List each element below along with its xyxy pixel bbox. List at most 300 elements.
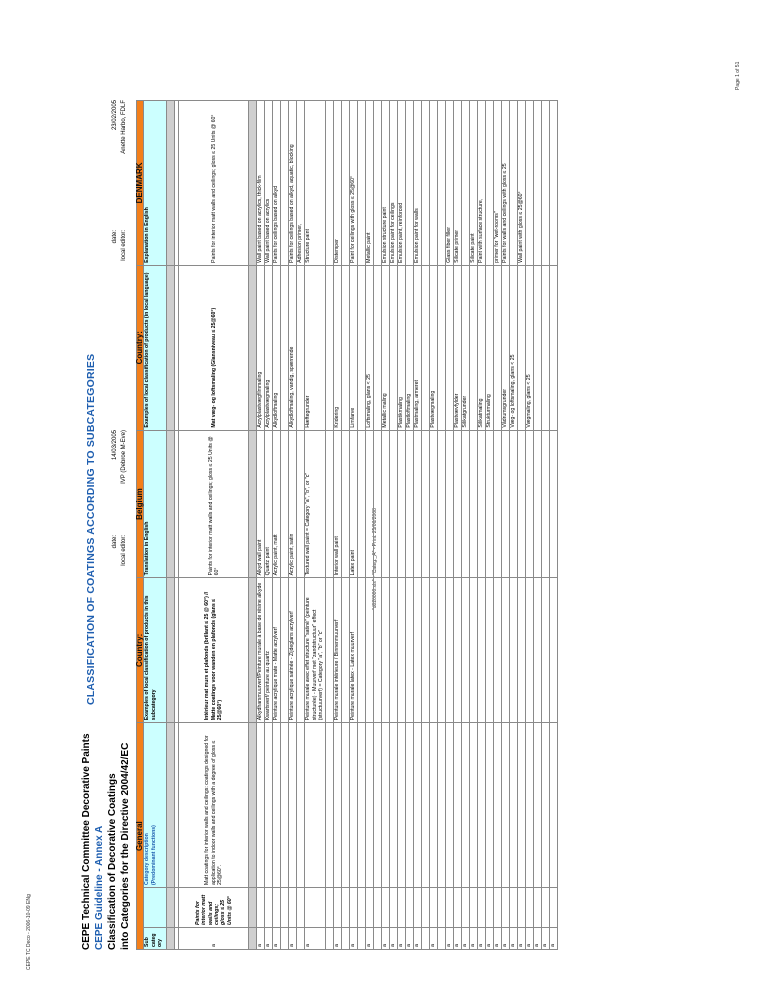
cell-code	[373, 928, 381, 950]
cell-empty	[381, 888, 389, 928]
cell-be-local	[413, 578, 421, 723]
table-row	[453, 101, 461, 950]
cell-code: a	[541, 928, 549, 950]
cell-code: a	[257, 928, 265, 950]
section-header-row	[137, 101, 144, 950]
cell-code	[281, 928, 289, 950]
cell-be-local	[541, 578, 549, 723]
cell-be-local: Kwartsverf/ peinture au quartz	[265, 578, 273, 723]
cell-dk-english: Glass fiber filler	[445, 101, 453, 266]
table-row	[437, 101, 445, 950]
cell-be-english	[297, 430, 305, 578]
cell-be-local: Peinture acrylique mate - Matte acrylverf	[273, 578, 281, 723]
header-line-4: into Categories for the Directive 2004/42/EC	[120, 742, 131, 950]
cell-code: a	[265, 928, 273, 950]
cell-dk-english: Emulsion paint for ceilings	[389, 101, 397, 266]
table-row	[281, 101, 289, 950]
dk-country-name: DENMARK	[137, 101, 144, 266]
cell-be-local	[469, 578, 477, 723]
cell-be-local	[397, 578, 405, 723]
cell-empty	[445, 723, 453, 888]
cell-code: a	[305, 928, 325, 950]
cell-be-local	[509, 578, 517, 723]
be-editor: IVP (Debroe M-Eve)	[121, 430, 127, 484]
category-name: Paints for interior matt walls and ceilings; gloss ≤ 25 Units @ 60°	[179, 888, 249, 928]
cell-empty	[289, 888, 297, 928]
cell-dk-english: Emulsion paint, reinforced	[397, 101, 405, 266]
cell-be-english	[281, 430, 289, 578]
table-row	[297, 101, 305, 950]
cell-empty	[305, 888, 325, 928]
cell-empty	[541, 888, 549, 928]
table-row	[373, 101, 381, 950]
cell-be-local	[373, 578, 381, 723]
cell-empty	[257, 723, 265, 888]
cell-empty	[461, 723, 469, 888]
cell-dk-local	[533, 265, 541, 430]
category-description-header	[144, 723, 167, 888]
cell-code	[297, 928, 305, 950]
table-row	[381, 101, 389, 950]
be-country-name: Belgium	[137, 430, 144, 578]
cell-dk-local: Vådrumsgrunder	[501, 265, 509, 430]
cell-empty	[357, 888, 365, 928]
dk-category-english: Paints for interior matt walls and ceilings; gloss ≤ 25 Units @ 60°	[179, 101, 249, 266]
cell-empty	[437, 888, 445, 928]
cell-dk-local: Plastmaling, armeret	[413, 265, 421, 430]
cell-dk-local: Kridering	[333, 265, 341, 430]
cell-be-local	[405, 578, 413, 723]
cell-code	[325, 928, 333, 950]
cell-code: a	[509, 928, 517, 950]
table-row	[549, 101, 557, 950]
table-row	[273, 101, 281, 950]
cell-empty	[365, 888, 373, 928]
cell-dk-local	[493, 265, 501, 430]
cell-code: a	[413, 928, 421, 950]
cell-empty	[493, 723, 501, 888]
table-row	[357, 101, 365, 950]
cell-code: a	[477, 928, 485, 950]
cell-empty	[413, 888, 421, 928]
cell-be-english	[517, 430, 525, 578]
cell-be-english	[525, 430, 533, 578]
cell-empty	[273, 888, 281, 928]
cell-dk-local	[549, 265, 557, 430]
cell-empty	[305, 723, 325, 888]
cell-dk-local: Vægmaling, glans < 25	[525, 265, 533, 430]
cell-be-local	[493, 578, 501, 723]
cell-dk-english	[341, 101, 349, 266]
cell-empty	[257, 888, 265, 928]
cell-code: a	[381, 928, 389, 950]
cell-code: a	[445, 928, 453, 950]
cell-dk-english	[421, 101, 429, 266]
cell-dk-local	[437, 265, 445, 430]
cell-dk-english	[373, 101, 381, 266]
cell-empty	[501, 888, 509, 928]
cell-be-local	[461, 578, 469, 723]
cell-dk-local: Alkydloftmaling	[273, 265, 281, 430]
be-translation-header: Translation in English	[144, 430, 167, 578]
cell-dk-english: Metallic paint	[365, 101, 373, 266]
cell-be-english	[341, 430, 349, 578]
cell-empty	[429, 888, 437, 928]
table-row	[445, 101, 453, 950]
cell-be-local	[445, 578, 453, 723]
cell-empty	[281, 723, 289, 888]
header-line-2: CEPE Guideline - Annex A	[94, 825, 105, 950]
cell-dk-local	[373, 265, 381, 430]
table-row	[325, 101, 333, 950]
cell-be-english	[509, 430, 517, 578]
cell-empty	[381, 723, 389, 888]
cell-be-local	[421, 578, 429, 723]
cell-empty	[549, 888, 557, 928]
dk-explanation-header: Explanation in English	[144, 101, 167, 266]
cell-dk-local	[541, 265, 549, 430]
cell-dk-english	[541, 101, 549, 266]
predominant-functions-label: (Predominant functions)	[150, 825, 157, 886]
be-category-english: Paints for interior matt walls and ceilings; gloss ≤ 25 Units @ 60°	[179, 430, 249, 578]
cell-be-english	[485, 430, 493, 578]
table-row	[461, 101, 469, 950]
cell-empty	[517, 888, 525, 928]
cell-dk-local	[389, 265, 397, 430]
column-header-row	[144, 101, 167, 950]
cell-code: a	[517, 928, 525, 950]
category-row	[179, 101, 249, 950]
cell-code: a	[289, 928, 297, 950]
table-row	[421, 101, 429, 950]
cell-be-english	[373, 430, 381, 578]
cell-be-english	[405, 430, 413, 578]
cell-be-local	[381, 578, 389, 723]
cell-code: a	[429, 928, 437, 950]
cell-dk-local: Plastvægmaling	[429, 265, 437, 430]
cell-code: a	[273, 928, 281, 950]
be-examples-header: Examples of local classification of products in this subcategory	[144, 578, 167, 723]
cell-empty	[541, 723, 549, 888]
cell-empty	[333, 888, 341, 928]
cell-empty	[265, 723, 273, 888]
cell-be-local	[341, 578, 349, 723]
cell-dk-english	[461, 101, 469, 266]
cell-dk-english: Paint for ceilings with gloss ≤ 25@60°	[349, 101, 357, 266]
cell-empty	[461, 888, 469, 928]
cell-dk-local	[357, 265, 365, 430]
dk-date: 23/02/2005	[112, 100, 118, 131]
cell-dk-local: Loftsmaling, glans < 25	[365, 265, 373, 430]
cell-dk-english: Wall paint based on acrylics	[265, 101, 273, 266]
cell-be-local	[325, 578, 333, 723]
table-row	[341, 101, 349, 950]
cell-empty	[289, 723, 297, 888]
category-description: Matt coatings for interior walls and ceilings: coatings designed for application to indoor walls and ceilings with a degree of gloss ≤ 25@60°.	[179, 723, 249, 888]
cell-empty	[421, 723, 429, 888]
cell-code: a	[365, 928, 373, 950]
spreadsheet-page	[80, 100, 728, 950]
dk-examples-header: Examples of local classification of products (in local language)	[144, 265, 167, 430]
cell-empty	[265, 888, 273, 928]
cell-be-local	[357, 578, 365, 723]
cell-dk-english	[357, 101, 365, 266]
page-title: CLASSIFICATION OF COATINGS ACCORDING TO SUBCATEGORIES	[85, 353, 97, 705]
cell-empty	[525, 723, 533, 888]
cell-dk-local	[341, 265, 349, 430]
cell-dk-english	[429, 101, 437, 266]
general-header: General	[137, 723, 144, 950]
cell-empty	[453, 888, 461, 928]
cell-dk-english	[281, 101, 289, 266]
cell-be-local: Peinture murale intérieure / Binnenmuurverf	[333, 578, 341, 723]
cell-code: a	[469, 928, 477, 950]
cell-be-english	[541, 430, 549, 578]
cell-dk-english	[405, 101, 413, 266]
footer-center: "d020000.xls" - "Categ._A" - Print: 25/06/2008	[372, 508, 378, 610]
cell-empty	[365, 723, 373, 888]
cell-be-local	[517, 578, 525, 723]
cell-be-english	[365, 430, 373, 578]
cell-be-english	[501, 430, 509, 578]
cell-dk-local	[421, 265, 429, 430]
cell-be-english	[381, 430, 389, 578]
cell-dk-local	[517, 265, 525, 430]
cell-be-local	[297, 578, 305, 723]
cell-dk-local	[445, 265, 453, 430]
cell-empty	[469, 723, 477, 888]
table-row	[389, 101, 397, 950]
cell-code: a	[405, 928, 413, 950]
cell-be-english: Acrylic paint, matt	[273, 430, 281, 578]
cell-dk-english: Structure paint	[305, 101, 325, 266]
header-line-3: Classification of Decorative Coatings	[107, 773, 118, 950]
cell-dk-local: Metallic maling	[381, 265, 389, 430]
cell-empty	[349, 723, 357, 888]
cell-dk-local: Acrylplastvægmaling	[265, 265, 273, 430]
cell-dk-english	[437, 101, 445, 266]
cell-be-english	[461, 430, 469, 578]
cell-dk-english: Adhesion primer,	[297, 101, 305, 266]
cell-dk-english: Paints for walls and ceilings with gloss ≤ 25	[501, 101, 509, 266]
cell-code: a	[525, 928, 533, 950]
table-row	[485, 101, 493, 950]
cell-empty	[341, 888, 349, 928]
cell-code	[437, 928, 445, 950]
cell-empty	[273, 723, 281, 888]
cell-dk-english	[525, 101, 533, 266]
cell-dk-local: Hæftegrunder	[305, 265, 325, 430]
cell-empty	[389, 888, 397, 928]
cell-empty	[397, 723, 405, 888]
cell-empty	[477, 888, 485, 928]
cell-empty	[477, 723, 485, 888]
cell-empty	[421, 888, 429, 928]
cell-be-local	[365, 578, 373, 723]
cell-empty	[509, 888, 517, 928]
cell-empty	[437, 723, 445, 888]
cell-dk-local	[297, 265, 305, 430]
category-code: a	[179, 928, 249, 950]
cell-dk-english: Paints for ceilings based on alkyd, aquatic, blocking	[289, 101, 297, 266]
be-date: 14/03/2005	[112, 430, 118, 461]
cell-code: a	[485, 928, 493, 950]
table-row	[265, 101, 273, 950]
table-row	[405, 101, 413, 950]
table-row	[289, 101, 297, 950]
cell-empty	[501, 723, 509, 888]
cell-be-local	[281, 578, 289, 723]
cell-be-local	[453, 578, 461, 723]
cell-be-english	[397, 430, 405, 578]
cell-dk-local: Acrylplastvægfilmmaling	[257, 265, 265, 430]
cell-empty	[525, 888, 533, 928]
cell-empty	[325, 888, 333, 928]
cell-be-english: Acrylic paint, satin	[289, 430, 297, 578]
cell-code: a	[349, 928, 357, 950]
cell-empty	[297, 723, 305, 888]
cell-code: a	[533, 928, 541, 950]
sub-category-header: Sub categ ory	[144, 928, 167, 950]
cell-be-english	[413, 430, 421, 578]
cell-empty	[405, 888, 413, 928]
cell-dk-local: Plastikmaling	[397, 265, 405, 430]
cell-empty	[533, 888, 541, 928]
cell-be-local	[429, 578, 437, 723]
cell-empty	[341, 723, 349, 888]
dk-category-local: Mat væg- og loftsmaling (Glansniveau ≤ 25@60°)	[179, 265, 249, 430]
table-row	[525, 101, 533, 950]
cell-be-english	[453, 430, 461, 578]
cell-code: a	[453, 928, 461, 950]
be-country-header: Country:	[137, 578, 144, 723]
table-row	[365, 101, 373, 950]
cell-dk-english: Emulsion structure paint	[381, 101, 389, 266]
cell-be-english	[445, 430, 453, 578]
cell-empty	[533, 723, 541, 888]
table-row	[509, 101, 517, 950]
cell-empty	[297, 888, 305, 928]
cell-be-local: Peinture acrylique satinée - Zijdeglans acrylverf	[289, 578, 297, 723]
table-row	[517, 101, 525, 950]
cell-empty	[429, 723, 437, 888]
cell-dk-local: Væg- og loftsmaling, glans < 25	[509, 265, 517, 430]
table-row	[397, 101, 405, 950]
cell-code: a	[397, 928, 405, 950]
cell-code: a	[549, 928, 557, 950]
cell-be-english	[429, 430, 437, 578]
cell-dk-english: Wall paint based on acrylics, thick-film	[257, 101, 265, 266]
cell-empty	[281, 888, 289, 928]
cell-dk-local: Limfarve	[349, 265, 357, 430]
table-row	[429, 101, 437, 950]
cell-be-english	[421, 430, 429, 578]
cell-dk-english	[509, 101, 517, 266]
cell-be-english: Quartz paint	[265, 430, 273, 578]
table-row	[333, 101, 341, 950]
cell-dk-english: Silicate paint	[469, 101, 477, 266]
cell-be-local: Peinture murale avec effet structure "satiné" (peinture structurée) - Muurverf met "zandstructuur" effect (structuurverf) = Category "a", "b" or "c"	[305, 578, 325, 723]
cell-be-local	[501, 578, 509, 723]
cell-empty	[453, 723, 461, 888]
table-row	[305, 101, 325, 950]
cell-dk-english	[533, 101, 541, 266]
cell-be-local: Alkydharsmuurverf/Peinture murale à base de résine alkyde	[257, 578, 265, 723]
cell-dk-english: Emulsion paint for walls	[413, 101, 421, 266]
table-row	[413, 101, 421, 950]
cell-code: a	[461, 928, 469, 950]
cell-be-english	[469, 430, 477, 578]
table-row	[477, 101, 485, 950]
cell-empty	[389, 723, 397, 888]
table-row	[469, 101, 477, 950]
cell-dk-english	[549, 101, 557, 266]
cell-dk-local: Plastloftmaling	[405, 265, 413, 430]
cell-be-local	[437, 578, 445, 723]
dk-country-header: Country:	[137, 265, 144, 430]
cell-dk-local	[325, 265, 333, 430]
dk-date-label: date:	[112, 230, 118, 244]
category-description-label: Category description	[144, 833, 151, 886]
cell-be-local	[533, 578, 541, 723]
cell-dk-english: Paints for ceilings based on alkyd	[273, 101, 281, 266]
cell-be-english	[357, 430, 365, 578]
cell-dk-english	[325, 101, 333, 266]
be-category-local: Intérieur mat murs et plafonds (brillant ≤ 25 @ 60°) // Matte coatings voor wanden en plafonds (glans ≤ 25@60°)	[179, 578, 249, 723]
cell-be-english	[533, 430, 541, 578]
cell-code	[421, 928, 429, 950]
cell-empty	[509, 723, 517, 888]
cell-code: a	[389, 928, 397, 950]
cell-empty	[517, 723, 525, 888]
cell-dk-english: Distemper	[333, 101, 341, 266]
be-date-label: date:	[112, 535, 118, 549]
cell-code: a	[333, 928, 341, 950]
cell-be-english	[477, 430, 485, 578]
cell-be-local	[525, 578, 533, 723]
cell-empty	[373, 723, 381, 888]
cell-dk-english	[485, 101, 493, 266]
cell-empty	[349, 888, 357, 928]
cell-dk-local: Strukturmaling	[485, 265, 493, 430]
cell-be-english	[549, 430, 557, 578]
cell-dk-english: Silicate primer	[453, 101, 461, 266]
cell-empty	[333, 723, 341, 888]
cell-empty	[469, 888, 477, 928]
cell-dk-english: primer for "wet-rooms"	[493, 101, 501, 266]
table-row	[533, 101, 541, 950]
cell-dk-local	[469, 265, 477, 430]
cell-empty	[413, 723, 421, 888]
dk-editor: Anette Harbo, FDLF	[121, 100, 127, 154]
cell-empty	[445, 888, 453, 928]
footer-left: CEPE TC Deco - 2006-10-09 ENg	[26, 894, 32, 970]
cell-empty	[405, 723, 413, 888]
cell-be-english	[493, 430, 501, 578]
cell-dk-local: Silikatmaling	[477, 265, 485, 430]
cell-dk-english: Wall paint with gloss ≤ 25@60°	[517, 101, 525, 266]
spacer-row	[167, 101, 175, 950]
cell-empty	[485, 723, 493, 888]
table-row	[501, 101, 509, 950]
cell-be-english: Latex paint	[349, 430, 357, 578]
classification-table	[136, 100, 558, 950]
table-row	[541, 101, 549, 950]
cell-code	[357, 928, 365, 950]
cell-empty	[397, 888, 405, 928]
cell-be-english	[389, 430, 397, 578]
cell-be-local	[485, 578, 493, 723]
